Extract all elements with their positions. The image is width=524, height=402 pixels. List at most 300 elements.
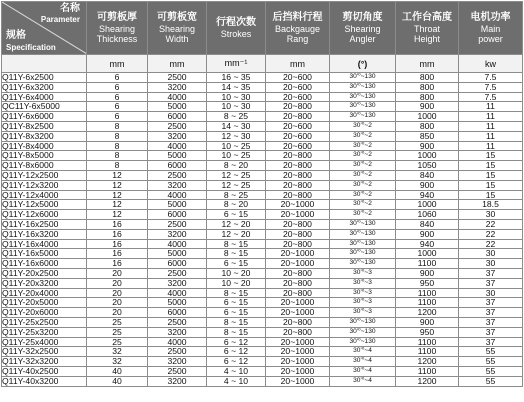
table-cell: 6 ~ 15: [207, 308, 266, 318]
table-cell: 8 ~ 20: [207, 200, 266, 210]
corner-spec-en: Specification: [6, 43, 56, 52]
header-en: Rang: [286, 33, 309, 44]
model-cell: Q11Y-16x6000: [2, 259, 87, 269]
table-cell: 16: [87, 239, 148, 249]
table-cell: 25: [87, 317, 148, 327]
angle-cell: 30'⁰~2: [330, 121, 396, 131]
model-cell: QC11Y-6x5000: [2, 102, 87, 112]
header-power: [459, 2, 523, 55]
model-cell: Q11Y-20x3200: [2, 278, 87, 288]
table-cell: 6 ~ 15: [207, 298, 266, 308]
table-cell: 8: [87, 141, 148, 151]
table-cell: 900: [396, 268, 459, 278]
table-cell: 800: [396, 92, 459, 102]
table-cell: 8: [87, 131, 148, 141]
angle-cell: 30'⁰~2: [330, 180, 396, 190]
table-cell: 20~800: [266, 190, 330, 200]
table-cell: 12 ~ 20: [207, 229, 266, 239]
table-row: [2, 308, 523, 318]
table-row: [2, 200, 523, 210]
table-cell: 20~600: [266, 121, 330, 131]
table-cell: 20~800: [266, 239, 330, 249]
table-cell: 1100: [396, 288, 459, 298]
table-cell: 3200: [148, 376, 207, 386]
header-zh: 可剪板宽: [157, 11, 197, 23]
table-cell: 12: [87, 210, 148, 220]
model-cell: Q11Y-12x3200: [2, 180, 87, 190]
table-cell: 12: [87, 170, 148, 180]
model-cell: Q11Y-16x4000: [2, 239, 87, 249]
table-cell: 6000: [148, 112, 207, 122]
angle-cell: 30'⁰~2: [330, 131, 396, 141]
table-cell: 1050: [396, 161, 459, 171]
table-cell: 15: [459, 170, 523, 180]
model-cell: Q11Y-6x4000: [2, 92, 87, 102]
table-cell: 12: [87, 200, 148, 210]
angle-cell: 30'⁰~4: [330, 357, 396, 367]
table-cell: 2500: [148, 170, 207, 180]
angle-cell: 30'⁰~2: [330, 210, 396, 220]
table-cell: 950: [396, 278, 459, 288]
table-cell: 22: [459, 239, 523, 249]
table-cell: 37: [459, 317, 523, 327]
table-cell: 8 ~ 15: [207, 249, 266, 259]
table-cell: 3200: [148, 82, 207, 92]
table-row: [2, 347, 523, 357]
model-cell: Q11Y-8x5000: [2, 151, 87, 161]
model-cell: Q11Y-20x4000: [2, 288, 87, 298]
model-cell: Q11Y-32x3200: [2, 357, 87, 367]
angle-cell: 30'⁰~130: [330, 82, 396, 92]
table-row: [2, 161, 523, 171]
model-cell: Q11Y-12x6000: [2, 210, 87, 220]
table-cell: 940: [396, 190, 459, 200]
table-cell: 55: [459, 357, 523, 367]
table-cell: 18.5: [459, 200, 523, 210]
table-cell: 6: [87, 82, 148, 92]
table-cell: 10 ~ 25: [207, 151, 266, 161]
unit-cell: mm: [266, 55, 330, 73]
angle-cell: 30'⁰~3: [330, 308, 396, 318]
table-cell: 1000: [396, 112, 459, 122]
table-cell: 6000: [148, 259, 207, 269]
unit-cell: mm: [148, 55, 207, 73]
angle-cell: 30'⁰~130: [330, 229, 396, 239]
model-cell: Q11Y-12x2500: [2, 170, 87, 180]
table-cell: 30: [459, 210, 523, 220]
table-cell: 6: [87, 73, 148, 83]
table-cell: 6 ~ 15: [207, 210, 266, 220]
header-en: Height: [413, 33, 440, 44]
table-cell: 8 ~ 15: [207, 317, 266, 327]
unit-cell: mm: [396, 55, 459, 73]
table-cell: 22: [459, 229, 523, 239]
angle-cell: 30'⁰~4: [330, 376, 396, 386]
table-cell: 55: [459, 366, 523, 376]
table-cell: 6 ~ 12: [207, 347, 266, 357]
model-cell: Q11Y-16x3200: [2, 229, 87, 239]
table-cell: 14 ~ 35: [207, 82, 266, 92]
table-row: [2, 112, 523, 122]
table-cell: 2500: [148, 268, 207, 278]
angle-cell: 30'⁰~130: [330, 327, 396, 337]
table-row: [2, 357, 523, 367]
table-cell: 6: [87, 112, 148, 122]
angle-cell: 30'⁰~130: [330, 259, 396, 269]
table-row: [2, 239, 523, 249]
table-cell: 7.5: [459, 82, 523, 92]
table-cell: 20~800: [266, 288, 330, 298]
table-cell: 20~800: [266, 161, 330, 171]
table-cell: 20~800: [266, 180, 330, 190]
table-cell: 4000: [148, 288, 207, 298]
table-cell: 20~600: [266, 141, 330, 151]
table-row: [2, 327, 523, 337]
table-cell: 6: [87, 92, 148, 102]
table-cell: 20~600: [266, 73, 330, 83]
corner-name-en: Parameter: [40, 15, 80, 24]
angle-cell: 30'⁰~3: [330, 278, 396, 288]
table-cell: 6: [87, 102, 148, 112]
header-row: [2, 2, 523, 55]
angle-cell: 30'⁰~130: [330, 219, 396, 229]
table-row: [2, 170, 523, 180]
table-cell: 20~800: [266, 229, 330, 239]
table-cell: 20~600: [266, 131, 330, 141]
table-cell: 12: [87, 180, 148, 190]
model-cell: Q11Y-25x4000: [2, 337, 87, 347]
table-cell: 20~800: [266, 170, 330, 180]
table-row: [2, 219, 523, 229]
table-cell: 1000: [396, 200, 459, 210]
table-cell: 12 ~ 25: [207, 180, 266, 190]
table-row: [2, 298, 523, 308]
table-cell: 8 ~ 25: [207, 112, 266, 122]
table-row: [2, 259, 523, 269]
corner-spec-zh: 规格: [6, 30, 26, 41]
table-cell: 20: [87, 288, 148, 298]
table-cell: 840: [396, 170, 459, 180]
table-cell: 3200: [148, 327, 207, 337]
angle-cell: 30'⁰~3: [330, 268, 396, 278]
unit-cell: kw: [459, 55, 523, 73]
header-strokes: [207, 2, 266, 55]
table-row: [2, 151, 523, 161]
table-cell: 8: [87, 121, 148, 131]
table-cell: 4000: [148, 92, 207, 102]
header-en: Thickness: [96, 33, 138, 44]
table-cell: 4 ~ 10: [207, 376, 266, 386]
header-en: power: [478, 33, 503, 44]
unit-cell-blank: [2, 55, 87, 73]
table-row: [2, 210, 523, 220]
table-cell: 20~600: [266, 82, 330, 92]
table-cell: 55: [459, 347, 523, 357]
table-cell: 1200: [396, 308, 459, 318]
table-cell: 5000: [148, 200, 207, 210]
table-cell: 7.5: [459, 73, 523, 83]
table-cell: 1000: [396, 249, 459, 259]
angle-cell: 30'⁰~2: [330, 170, 396, 180]
table-cell: 12 ~ 25: [207, 170, 266, 180]
header-zh: 工作台高度: [402, 11, 452, 23]
header-en: Backgauge: [274, 23, 321, 34]
angle-cell: 30'⁰~3: [330, 298, 396, 308]
table-cell: 30: [459, 249, 523, 259]
unit-cell: (°): [330, 55, 396, 73]
table-cell: 11: [459, 141, 523, 151]
table-cell: 8 ~ 20: [207, 161, 266, 171]
table-cell: 6 ~ 12: [207, 357, 266, 367]
angle-cell: 30'⁰~2: [330, 141, 396, 151]
header-throat: [396, 2, 459, 55]
table-cell: 22: [459, 219, 523, 229]
table-cell: 3200: [148, 131, 207, 141]
table-row: [2, 229, 523, 239]
table-cell: 16: [87, 229, 148, 239]
table-cell: 10 ~ 30: [207, 92, 266, 102]
table-cell: 6 ~ 12: [207, 337, 266, 347]
header-backgauge: [266, 2, 330, 55]
table-cell: 1100: [396, 366, 459, 376]
table-cell: 800: [396, 73, 459, 83]
table-cell: 20~800: [266, 112, 330, 122]
angle-cell: 30'⁰~130: [330, 92, 396, 102]
table-cell: 37: [459, 337, 523, 347]
header-zh: 可剪板厚: [97, 11, 137, 23]
table-cell: 1100: [396, 259, 459, 269]
table-cell: 12 ~ 20: [207, 219, 266, 229]
table-cell: 40: [87, 376, 148, 386]
table-cell: 2500: [148, 73, 207, 83]
table-cell: 20~800: [266, 327, 330, 337]
table-body: [2, 73, 523, 387]
header-zh: 电机功率: [470, 11, 511, 23]
table-cell: 20~1000: [266, 357, 330, 367]
table-row: [2, 366, 523, 376]
table-cell: 5000: [148, 151, 207, 161]
model-cell: Q11Y-25x3200: [2, 327, 87, 337]
angle-cell: 30'⁰~130: [330, 249, 396, 259]
header-zh: 后挡料行程: [272, 11, 323, 23]
table-cell: 10 ~ 20: [207, 268, 266, 278]
table-cell: 20: [87, 278, 148, 288]
table-cell: 8 ~ 15: [207, 239, 266, 249]
model-cell: Q11Y-8x3200: [2, 131, 87, 141]
table-cell: 20~1000: [266, 366, 330, 376]
model-cell: Q11Y-20x5000: [2, 298, 87, 308]
corner-name-zh: 名称: [60, 3, 80, 14]
model-cell: Q11Y-20x6000: [2, 308, 87, 318]
table-cell: 25: [87, 327, 148, 337]
table-cell: 11: [459, 121, 523, 131]
table-cell: 32: [87, 357, 148, 367]
table-cell: 2500: [148, 347, 207, 357]
table-cell: 4000: [148, 239, 207, 249]
angle-cell: 30'⁰~130: [330, 102, 396, 112]
table-cell: 25: [87, 337, 148, 347]
model-cell: Q11Y-6x6000: [2, 112, 87, 122]
header-width: [148, 2, 207, 55]
table-cell: 30: [459, 259, 523, 269]
table-cell: 12: [87, 190, 148, 200]
table-row: [2, 82, 523, 92]
table-cell: 32: [87, 347, 148, 357]
model-cell: Q11Y-16x5000: [2, 249, 87, 259]
units-row: [2, 55, 523, 73]
header-en: Angler: [349, 33, 376, 44]
table-row: [2, 92, 523, 102]
table-cell: 20~1000: [266, 376, 330, 386]
model-cell: Q11Y-40x3200: [2, 376, 87, 386]
table-cell: 37: [459, 278, 523, 288]
table-cell: 1200: [396, 357, 459, 367]
header-thickness: [87, 2, 148, 55]
header-en: Throat: [413, 23, 440, 34]
table-row: [2, 141, 523, 151]
header-en: Shearing: [158, 23, 196, 34]
table-row: [2, 131, 523, 141]
corner-cell: [2, 2, 87, 55]
table-cell: 6000: [148, 308, 207, 318]
table-cell: 20~800: [266, 219, 330, 229]
table-cell: 900: [396, 317, 459, 327]
model-cell: Q11Y-6x3200: [2, 82, 87, 92]
table-cell: 10 ~ 25: [207, 141, 266, 151]
model-cell: Q11Y-8x2500: [2, 121, 87, 131]
table-cell: 8 ~ 25: [207, 190, 266, 200]
unit-cell: mm: [87, 55, 148, 73]
table-cell: 16: [87, 259, 148, 269]
table-cell: 15: [459, 180, 523, 190]
table-cell: 15: [459, 190, 523, 200]
table-row: [2, 317, 523, 327]
table-row: [2, 180, 523, 190]
table-row: [2, 190, 523, 200]
table-cell: 900: [396, 141, 459, 151]
angle-cell: 30'⁰~130: [330, 73, 396, 83]
header-angle: [330, 2, 396, 55]
table-cell: 900: [396, 102, 459, 112]
table-cell: 10 ~ 20: [207, 278, 266, 288]
angle-cell: 30'⁰~3: [330, 288, 396, 298]
table-cell: 40: [87, 366, 148, 376]
table-cell: 10 ~ 30: [207, 102, 266, 112]
header-en: Width: [165, 33, 189, 44]
table-cell: 6000: [148, 161, 207, 171]
table-cell: 20~1000: [266, 308, 330, 318]
angle-cell: 30'⁰~4: [330, 366, 396, 376]
table-row: [2, 73, 523, 83]
table-cell: 20: [87, 298, 148, 308]
table-cell: 14 ~ 30: [207, 121, 266, 131]
table-cell: 20: [87, 308, 148, 318]
table-cell: 5000: [148, 249, 207, 259]
model-cell: Q11Y-12x4000: [2, 190, 87, 200]
table-cell: 37: [459, 298, 523, 308]
table-cell: 16: [87, 219, 148, 229]
table-cell: 8: [87, 151, 148, 161]
table-cell: 20~600: [266, 92, 330, 102]
table-cell: 30: [459, 288, 523, 298]
table-cell: 2500: [148, 366, 207, 376]
table-row: [2, 249, 523, 259]
table-cell: 15: [459, 151, 523, 161]
table-cell: 55: [459, 376, 523, 386]
table-cell: 1200: [396, 376, 459, 386]
table-cell: 900: [396, 229, 459, 239]
table-cell: 5000: [148, 298, 207, 308]
table-row: [2, 268, 523, 278]
model-cell: Q11Y-8x4000: [2, 141, 87, 151]
table-cell: 8 ~ 15: [207, 288, 266, 298]
table-cell: 2500: [148, 317, 207, 327]
spec-table: [1, 1, 523, 387]
angle-cell: 30'⁰~130: [330, 317, 396, 327]
table-cell: 12 ~ 30: [207, 131, 266, 141]
angle-cell: 30'⁰~130: [330, 337, 396, 347]
header-en: Strokes: [220, 28, 252, 39]
table-cell: 800: [396, 82, 459, 92]
table-cell: 4000: [148, 190, 207, 200]
angle-cell: 30'⁰~4: [330, 347, 396, 357]
table-cell: 20~800: [266, 102, 330, 112]
table-cell: 1100: [396, 298, 459, 308]
table-cell: 20~800: [266, 317, 330, 327]
table-cell: 20~1000: [266, 337, 330, 347]
table-cell: 3200: [148, 278, 207, 288]
table-cell: 2500: [148, 121, 207, 131]
table-cell: 11: [459, 102, 523, 112]
table-row: [2, 288, 523, 298]
table-cell: 11: [459, 131, 523, 141]
table-cell: 20~1000: [266, 259, 330, 269]
table-cell: 20~1000: [266, 210, 330, 220]
model-cell: Q11Y-25x2500: [2, 317, 87, 327]
angle-cell: 30'⁰~2: [330, 200, 396, 210]
model-cell: Q11Y-12x5000: [2, 200, 87, 210]
table-cell: 8: [87, 161, 148, 171]
angle-cell: 30'⁰~2: [330, 190, 396, 200]
table-cell: 4 ~ 10: [207, 366, 266, 376]
table-row: [2, 337, 523, 347]
table-row: [2, 102, 523, 112]
header-zh: 行程次数: [216, 16, 256, 28]
table-cell: 3200: [148, 180, 207, 190]
model-cell: Q11Y-8x6000: [2, 161, 87, 171]
table-cell: 20~1000: [266, 200, 330, 210]
table-cell: 20~800: [266, 278, 330, 288]
table-cell: 11: [459, 112, 523, 122]
table-cell: 850: [396, 131, 459, 141]
table-cell: 4000: [148, 141, 207, 151]
table-cell: 900: [396, 180, 459, 190]
table-cell: 37: [459, 327, 523, 337]
table-cell: 1000: [396, 151, 459, 161]
table-row: [2, 376, 523, 386]
table-cell: 1060: [396, 210, 459, 220]
table-row: [2, 121, 523, 131]
table-cell: 1100: [396, 337, 459, 347]
table-cell: 3200: [148, 229, 207, 239]
table-cell: 37: [459, 308, 523, 318]
angle-cell: 30'⁰~2: [330, 161, 396, 171]
table-cell: 20: [87, 268, 148, 278]
table-cell: 7.5: [459, 92, 523, 102]
angle-cell: 30'⁰~130: [330, 112, 396, 122]
table-cell: 840: [396, 219, 459, 229]
header-en: Shearing: [344, 23, 381, 34]
